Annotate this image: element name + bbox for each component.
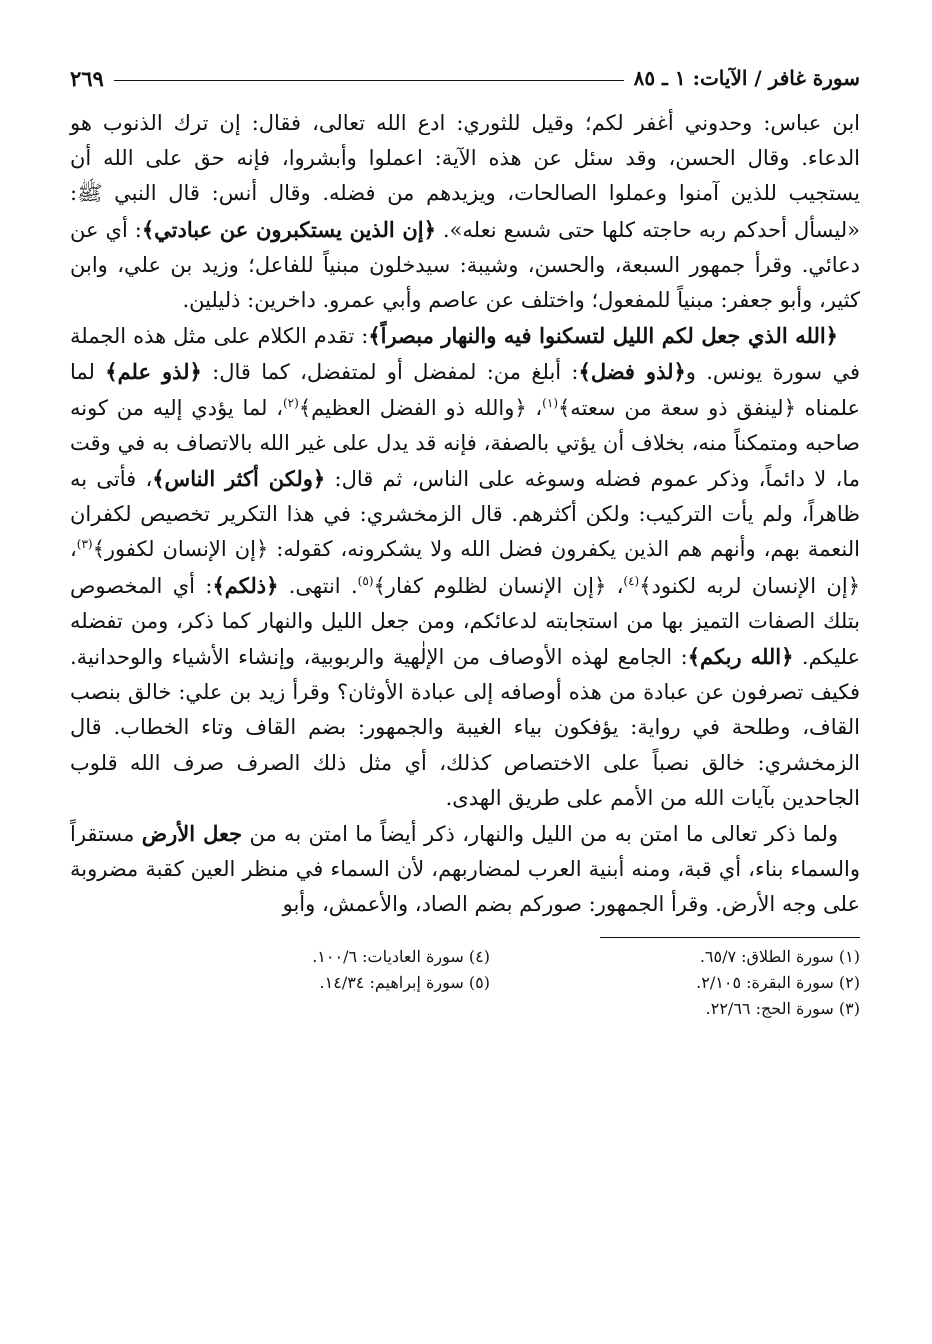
footnote-item: (١) سورة الطلاق: ٦٥/٧. <box>699 946 860 966</box>
text-run: : أبلغ من: لمفضل أو لمتفضل، كما قال: <box>201 360 579 385</box>
footnote-item: (٥) سورة إبراهيم: ١٤/٣٤. <box>319 972 490 992</box>
text-run: ، ﴿والله ذو الفضل العظيم﴾ <box>298 395 543 420</box>
paragraph <box>70 318 860 816</box>
quran-quote: ﴿إن الذين يستكبرون عن عبادتي﴾ <box>141 216 436 242</box>
header-title: سورة غافر / الآيات: ١ ـ ٨٥ <box>633 66 860 90</box>
footnote-item: (٢) سورة البقرة: ٢/١٠٥. <box>696 972 860 992</box>
text-run: ، فأتى به ظاهراً، ولم يأت التركيب: ولكن أكثرهم. قال الزمخشري: في هذا التكرير تخصيص لكفران النعمة بهم، وأنهم هم الذين يكفرون فضل الله ولا يشكرونه، كقوله: ﴿إن الإنسان لكفور﴾ <box>70 467 860 562</box>
text-run: ولما ذكر تعالى ما امتن به من الليل والنهار، ذكر أيضاً ما امتن به من <box>242 822 838 847</box>
footnote-item: (٤) سورة العاديات: ١٠٠/٦. <box>312 946 490 966</box>
footnote-separator <box>600 937 860 938</box>
paragraph <box>70 106 860 318</box>
footnote-item: (٣) سورة الحج: ٢٢/٦٦. <box>705 998 860 1018</box>
footnote-ref: (٥) <box>357 573 374 588</box>
text-run: ابن عباس: وحدوني أغفر لكم؛ وقيل للثوري: ادع الله تعالى، فقال: إن ترك الذنوب هو الدعاء. وقال الحسن، وقد سئل عن هذه الآية: اعملوا وأبشروا، فإنه حق على الله أن يستجيب للذين آمنوا وعملوا الصالحات، ويزيدهم من فضله. وقال أنس: قال النبي ﷺ: «ليسأل أحدكم ربه حاجته كلها حتى شسع نعله». <box>70 111 860 242</box>
running-header <box>70 58 860 98</box>
page-number: ٢٦٩ <box>70 65 104 91</box>
main-text <box>70 106 860 923</box>
text-run: : أي المخصوص بتلك الصفات التميز بها من استجابته لدعائكم، ومن جعل الليل والنهار كما ذكر، ومن تفضله عليكم. <box>70 573 860 670</box>
text-run: . انتهى. <box>278 573 358 598</box>
book-page <box>70 58 860 1022</box>
text-run: : تقدم الكلام على مثل هذه الجملة في سورة يونس. و <box>70 324 860 385</box>
text-run: ، ﴿إن الإنسان لظلوم كفار﴾ <box>373 573 624 598</box>
quran-quote: ﴿الله ربكم﴾ <box>687 644 794 670</box>
quran-quote: ﴿ولكن أكثر الناس﴾ <box>152 466 326 492</box>
text-run: ، ﴿إن الإنسان لربه لكنود﴾ <box>70 537 860 598</box>
footnote-ref: (١) <box>542 395 558 410</box>
header-rule <box>114 80 624 81</box>
text-run: : الجامع لهذه الأوصاف من الإلٰهية والربوبية، وإنشاء الأشياء والوحدانية. فكيف تصرفون عن عبادة من هذه أوصافه إلى عبادة الأوثان؟ وقرأ زيد بن علي: خالق بنصب القاف، وطلحة في رواية: يؤفكون بياء الغيبة والجمهور: بضم القاف وتاء الخطاب. قال الزمخشري: خالق نصباً على الاختصاص كذلك، أي مثل ذلك الصرف صرف الله قلوب الجاحدين بآيات الله من الأمم على طريق الهدى. <box>70 645 860 810</box>
text-run: مستقراً والسماء بناء، أي قبة، ومنه أبنية العرب لمضاربهم، لأن السماء في منظر العين كقبة مضروبة على وجه الأرض. وقرأ الجمهور: صوركم بضم الصاد، والأعمش، وأبو <box>70 822 860 917</box>
quran-quote: ﴿الله الذي جعل لكم الليل لتسكنوا فيه والنهار مبصراً﴾ <box>368 323 838 349</box>
paragraph <box>70 816 860 923</box>
quran-quote: ﴿لذو علم﴾ <box>105 359 202 385</box>
footnote-ref: (٤) <box>623 573 640 588</box>
footnote-ref: (٣) <box>76 537 93 552</box>
quran-quote: ﴿ذلكم﴾ <box>212 572 279 598</box>
quran-quote: جعل الأرض <box>141 821 243 847</box>
quran-quote: ﴿لذو فضل﴾ <box>578 359 686 385</box>
footnotes <box>70 944 860 1022</box>
footnote-ref: (٢) <box>282 395 299 410</box>
text-run: لما علمناه ﴿لينفق ذو سعة من سعته﴾ <box>70 360 860 420</box>
text-run: ، لما يؤدي إليه من كونه صاحبه ومتمكناً منه، بخلاف أن يؤتي بالصفة، فإنه قد يدل على غير الله بالاتصاف به في وقت ما، لا دائماً، وذكر عموم فضله وسوغه على الناس، ثم قال: <box>70 395 860 492</box>
text-run: : أي عن دعائي. وقرأ جمهور السبعة، والحسن، وشيبة: سيدخلون مبنياً للفاعل؛ وزيد بن علي، وابن كثير، وأبو جعفر: مبنياً للمفعول؛ واختلف عن عاصم وأبي عمرو. داخرين: ذليلين. <box>70 217 860 313</box>
